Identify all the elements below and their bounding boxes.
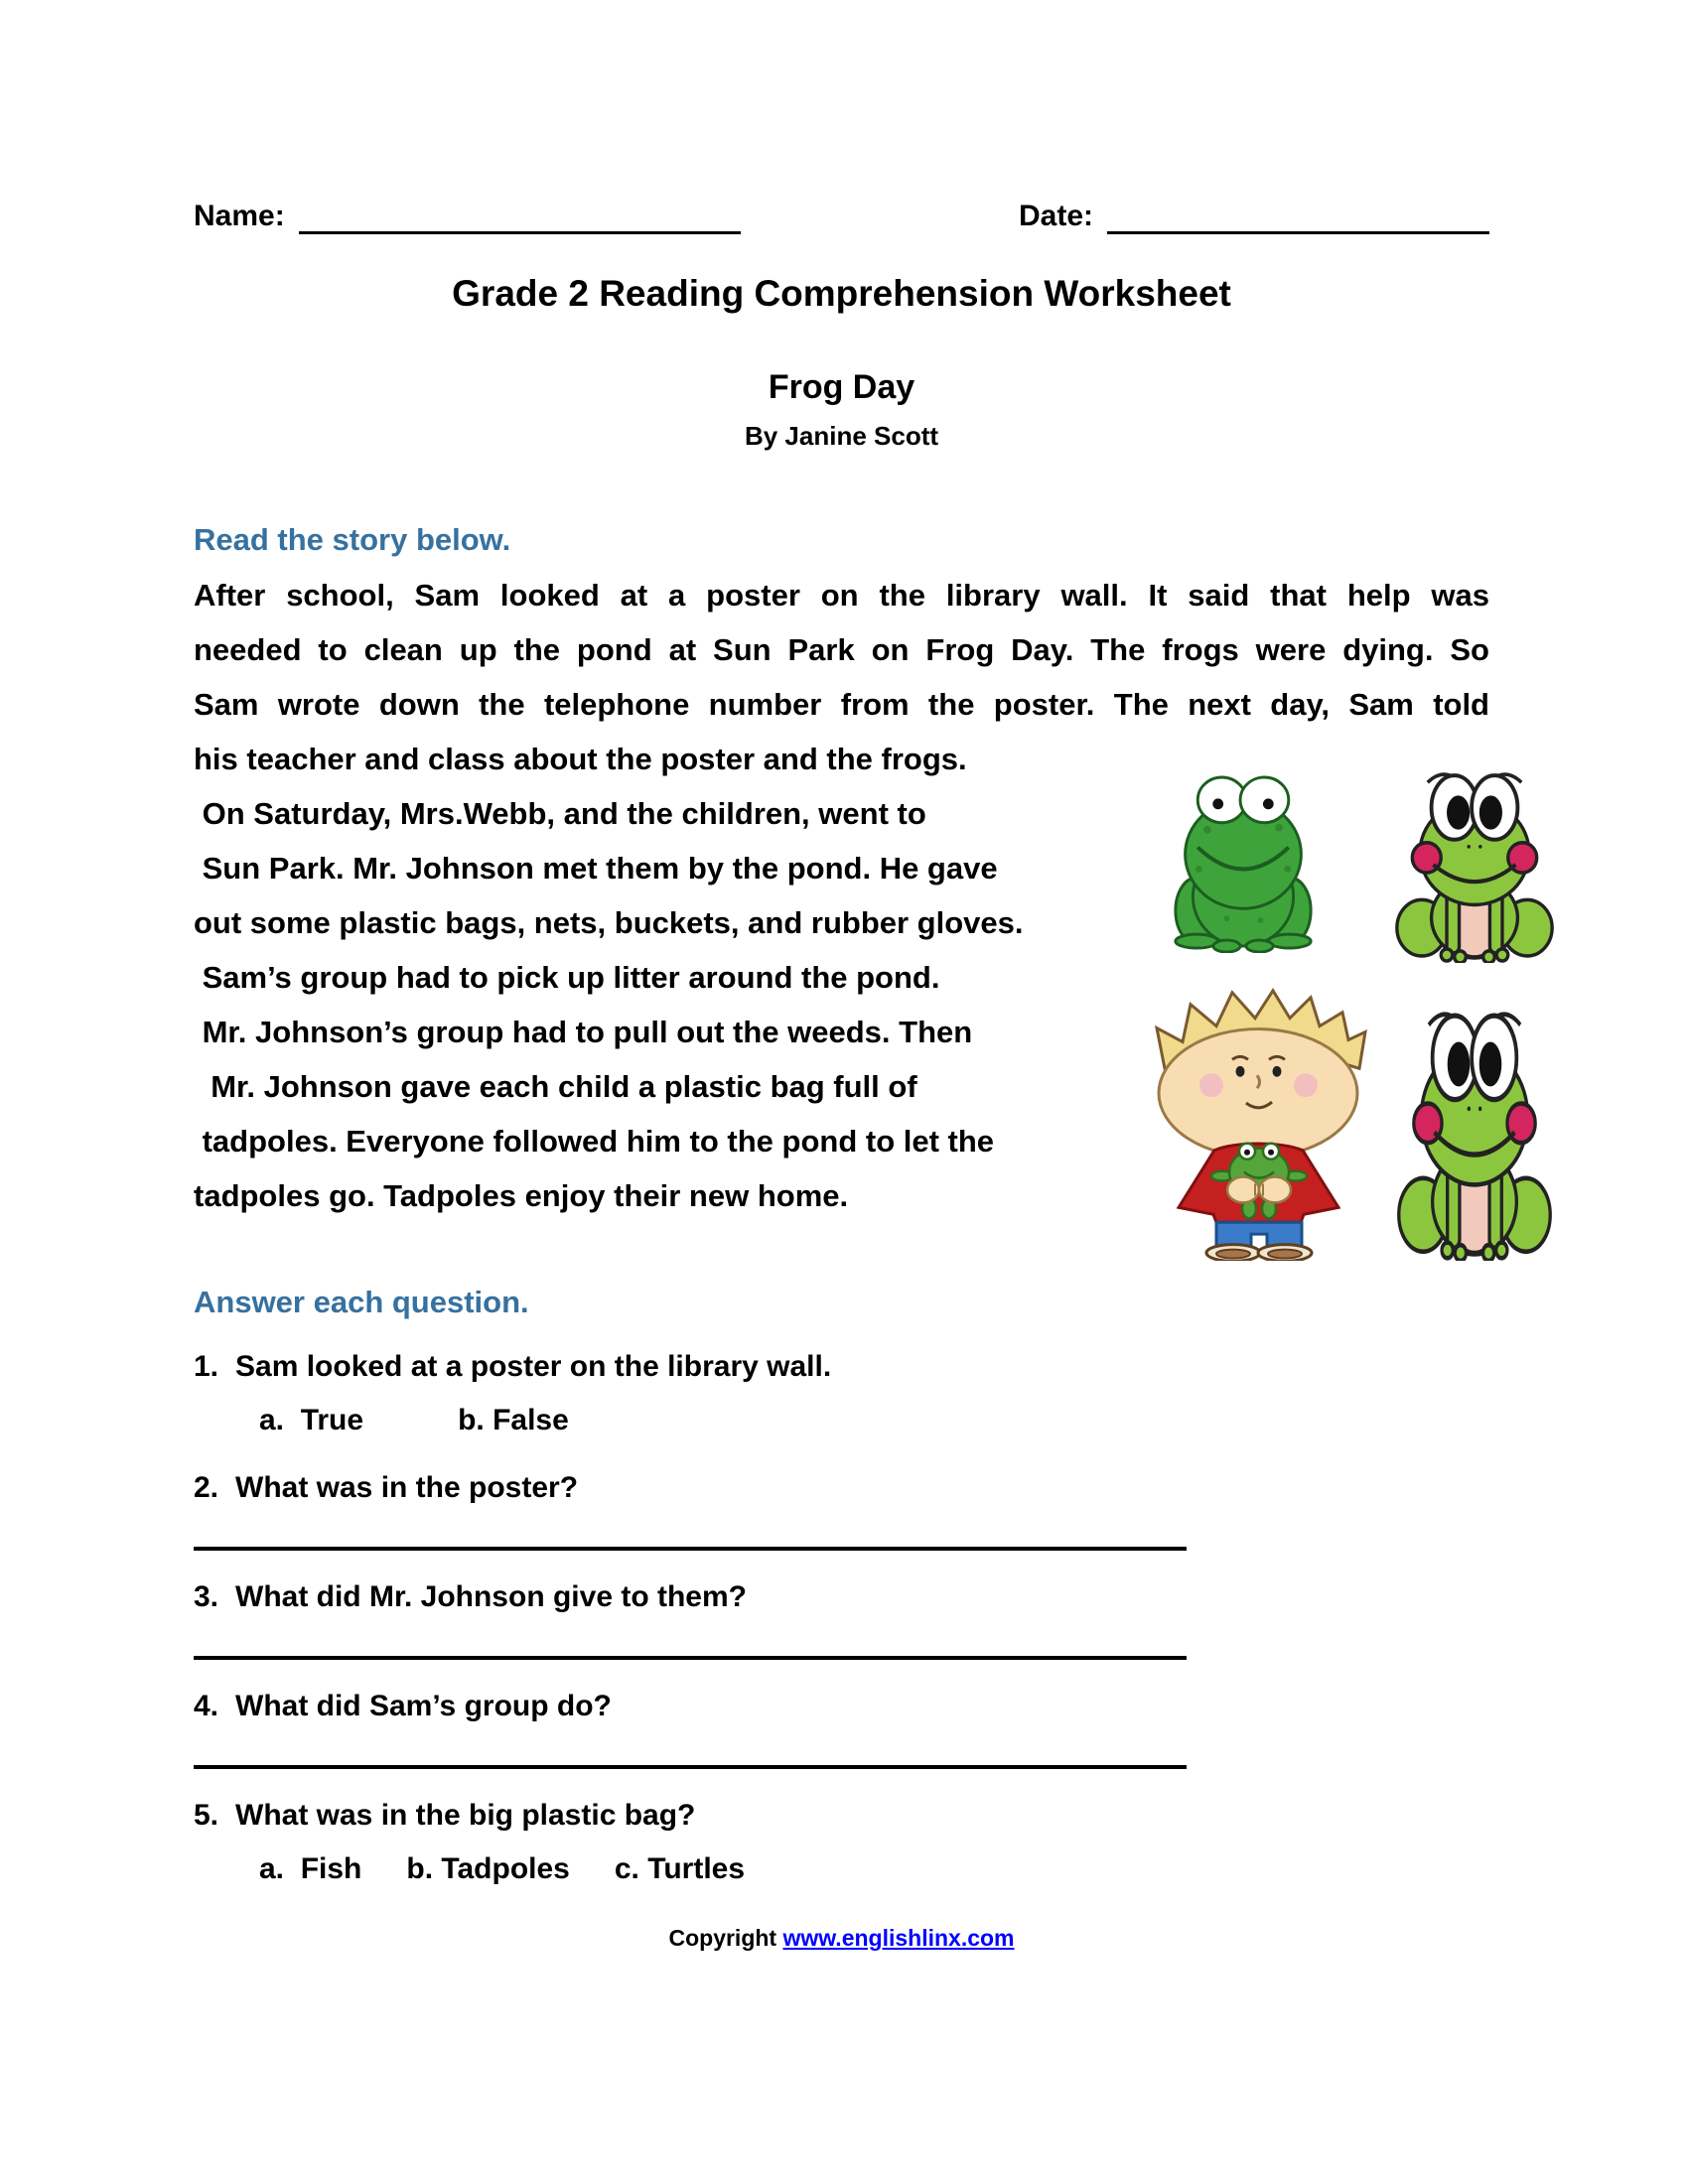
date-label: Date: bbox=[1018, 200, 1093, 232]
copyright-label: Copyright bbox=[668, 1925, 777, 1951]
story-line: Mr. Johnson’s group had to pull out the weeds. Then bbox=[194, 1015, 973, 1049]
pink-cheek-frog-image bbox=[1393, 762, 1556, 963]
question-1 bbox=[194, 1346, 1489, 1441]
answer-blank-line bbox=[194, 1656, 1187, 1660]
englishlinx-link[interactable]: www.englishlinx.com bbox=[782, 1925, 1015, 1951]
name-blank-line bbox=[299, 201, 741, 234]
story-line: needed to clean up the pond at Sun Park on Frog Day. The frogs were dying. So bbox=[194, 632, 1489, 667]
name-date-row bbox=[194, 199, 1489, 234]
question-text: Sam looked at a poster on the library wall. bbox=[235, 1350, 832, 1383]
answer-questions-heading: Answer each question. bbox=[194, 1285, 529, 1319]
story-line: his teacher and class about the poster and the frogs. bbox=[194, 742, 967, 776]
option-b: b. Tadpoles bbox=[406, 1852, 570, 1885]
story-line: out some plastic bags, nets, buckets, and rubber gloves. bbox=[194, 905, 1024, 940]
boy-holding-frog-image bbox=[1137, 965, 1380, 1261]
green-frog-image bbox=[1171, 770, 1316, 953]
story-line: tadpoles. Everyone followed him to the pond to let the bbox=[194, 1124, 995, 1159]
date-group bbox=[1019, 199, 1489, 234]
question-text: What did Mr. Johnson give to them? bbox=[235, 1580, 747, 1613]
question-number: 4. bbox=[194, 1690, 219, 1722]
story-byline: By Janine Scott bbox=[744, 421, 939, 451]
date-blank-line bbox=[1107, 201, 1489, 234]
story-line: Sun Park. Mr. Johnson met them by the pond. He gave bbox=[194, 851, 998, 886]
clipart-group bbox=[1137, 762, 1559, 1264]
question-2 bbox=[194, 1467, 1489, 1551]
question-number: 2. bbox=[194, 1471, 219, 1504]
answer-blank-line bbox=[194, 1765, 1187, 1769]
question-text: What was in the big plastic bag? bbox=[235, 1799, 696, 1832]
question-5 bbox=[194, 1795, 1489, 1890]
name-label: Name: bbox=[194, 200, 285, 232]
story-line: tadpoles go. Tadpoles enjoy their new home. bbox=[194, 1178, 849, 1213]
story-line: Sam’s group had to pick up litter around the pond. bbox=[194, 960, 940, 995]
story-title: Frog Day bbox=[768, 368, 915, 406]
story-line: On Saturday, Mrs.Webb, and the children, went to bbox=[194, 796, 926, 831]
read-story-heading: Read the story below. bbox=[194, 522, 511, 557]
pink-cheek-frog-image bbox=[1395, 999, 1554, 1261]
question-number: 3. bbox=[194, 1580, 219, 1613]
question-3 bbox=[194, 1576, 1489, 1660]
question-text: What did Sam’s group do? bbox=[235, 1690, 612, 1722]
question-4 bbox=[194, 1686, 1489, 1769]
answer-blank-line bbox=[194, 1547, 1187, 1551]
option-b: b. False bbox=[458, 1404, 569, 1436]
option-c: c. Turtles bbox=[614, 1852, 746, 1885]
option-a: a. True bbox=[259, 1404, 364, 1436]
story-line: After school, Sam looked at a poster on the library wall. It said that help was bbox=[194, 578, 1489, 613]
question-number: 5. bbox=[194, 1799, 219, 1832]
page-title: Grade 2 Reading Comprehension Worksheet bbox=[452, 273, 1231, 314]
story-paragraph-2 bbox=[194, 786, 1127, 1223]
story-line: Sam wrote down the telephone number from the poster. The next day, Sam told bbox=[194, 687, 1489, 722]
footer bbox=[194, 1924, 1489, 1952]
option-a: a. Fish bbox=[259, 1852, 362, 1885]
question-1-options bbox=[194, 1400, 1489, 1441]
question-5-options bbox=[194, 1848, 1489, 1890]
question-text: What was in the poster? bbox=[235, 1471, 579, 1504]
story-line: Mr. Johnson gave each child a plastic bag full of bbox=[194, 1069, 917, 1104]
story-paragraph-1 bbox=[194, 568, 1489, 786]
question-number: 1. bbox=[194, 1350, 219, 1383]
